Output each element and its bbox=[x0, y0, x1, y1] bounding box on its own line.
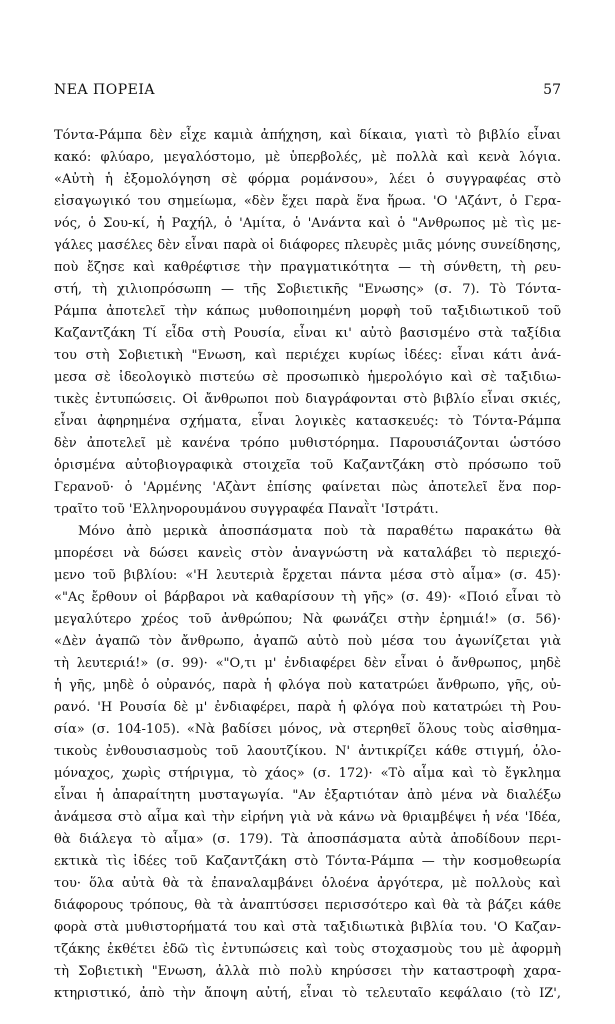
text-line: γάλες μασέλες δὲν εἶναι παρὰ οἱ διάφορες πλευρὲς μιᾶς μόνης συνείδησης, bbox=[54, 238, 561, 253]
text-line: του· ὅλα αὐτὰ θὰ τὰ ἐπαναλαμβάνει ὁλοένα ἀργότερα, μὲ πολλοὺς καὶ bbox=[54, 876, 561, 891]
text-line: Μόνο ἀπὸ μερικὰ ἀποσπάσματα ποὺ τὰ παραθέτω παρακάτω θὰ bbox=[78, 524, 561, 539]
text-line: κτηριστικό, ἀπὸ τὴν ἄποψη αὐτή, εἶναι τὸ τελευταῖο κεφάλαιο (τὸ ΙΖ', bbox=[54, 986, 561, 1001]
text-line: Γερανοῦ· ὁ 'Αρμένης 'Αζὰντ ἐπίσης φαίνεται πὼς ἀποτελεῖ ἕνα πορ- bbox=[54, 480, 561, 495]
text-line: κακό: φλύαρο, μεγαλόστομο, μὲ ὑπερβολές, μὲ πολλὰ καὶ κενὰ λόγια. bbox=[54, 150, 561, 165]
text-line: Ράμπα ἀποτελεῖ τὴν κάπως μυθοποιημένη μορφὴ τοῦ ταξιδιωτικοῦ τοῦ bbox=[54, 304, 561, 319]
text-line: «Αὐτὴ ἡ ἐξομολόγηση σὲ φόρμα ρομάνσου», λέει ὁ συγγραφέας στὸ bbox=[54, 172, 561, 187]
text-line: του στὴ Σοβιετικὴ "Ενωση, καὶ περιέχει κυρίως ἰδέες: εἶναι κάτι ἀνά- bbox=[54, 348, 561, 363]
text-line: θὰ διάλεγα τὸ αἷμα» (σ. 179). Τὰ ἀποσπάσματα αὐτὰ ἀποδίδουν περι- bbox=[54, 832, 561, 847]
text-line: μπορέσει νὰ δώσει κανεὶς στὸν ἀναγνώστη νὰ καταλάβει τὸ περιεχό- bbox=[54, 546, 561, 561]
text-line: τὴ Σοβιετικὴ "Ενωση, ἀλλὰ πιὸ πολὺ κηρύσσει τὴν καταστροφὴ χαρα- bbox=[54, 964, 561, 979]
page-number: 57 bbox=[543, 82, 561, 98]
text-line: φορὰ στὰ μυθιστορήματά του καὶ στὰ ταξιδιωτικὰ βιβλία του. 'Ο Καζαν- bbox=[54, 920, 561, 935]
text-line: τὴ λευτεριά!» (σ. 99)· «"Ο,τι μ' ἐνδιαφέρει δὲν εἶναι ὁ ἄνθρωπος, μηδὲ bbox=[54, 656, 561, 671]
text-line: στή, τὴ χιλιοπρόσωπη — τῆς Σοβιετικῆς "Ενωσης» (σ. 7). Τὸ Τόντα- bbox=[54, 282, 561, 297]
text-line: «"Ας ἔρθουν οἱ βάρβαροι νὰ καθαρίσουν τὴ γῆς» (σ. 49)· «Ποιό εἶναι τὸ bbox=[54, 590, 561, 605]
text-line: τικοὺς ἐνθουσιασμοὺς τοῦ λαουτζίκου. Ν' ἀντικρίζει κάθε στιγμή, ὁλο- bbox=[54, 744, 561, 759]
text-line: Καζαντζάκη Τί εἶδα στὴ Ρουσία, εἶναι κι' αὐτὸ βασισμένο στὰ ταξίδια bbox=[54, 326, 561, 341]
text-line: ὁρισμένα αὐτοβιογραφικὰ στοιχεῖα τοῦ Καζαντζάκη στὸ πρόσωπο τοῦ bbox=[54, 458, 561, 473]
text-line: μενο τοῦ βιβλίου: «'Η λευτεριὰ ἔρχεται πάντα μέσα στὸ αἷμα» (σ. 45)· bbox=[54, 568, 561, 583]
text-line: διάφορους τρόπους, θὰ τὰ ἀναπτύσσει περισσότερο καὶ θὰ τὰ βάζει κάθε bbox=[54, 898, 561, 913]
text-line: μεσα σὲ ἰδεολογικὸ πιστεύω σὲ προσωπικὸ ἡμερολόγιο καὶ σὲ ταξιδιω- bbox=[54, 370, 561, 385]
text-line: εἶναι ἀφηρημένα σχήματα, εἶναι λογικὲς κατασκευές: τὸ Τόντα-Ράμπα bbox=[54, 414, 561, 429]
text-line: μεγαλύτερο χρέος τοῦ ἀνθρώπου; Νὰ φωνάζει στὴν ἐρημιά!» (σ. 56)· bbox=[54, 612, 561, 627]
text-line: νός, ὁ Σου-κί, ἡ Ραχήλ, ὁ 'Αμίτα, ὁ 'Ανάντα καὶ ὁ "Ανθρωπος μὲ τὶς με- bbox=[54, 216, 561, 231]
text-line: εκτικὰ τὶς ἰδέες τοῦ Καζαντζάκη στὸ Τόντα-Ράμπα — τὴν κοσμοθεωρία bbox=[54, 854, 561, 869]
running-head: ΝΕΑ ΠΟΡΕΙΑ bbox=[54, 82, 155, 98]
page-header bbox=[54, 82, 561, 104]
text-line: εἶναι ἡ ἀπαραίτητη μυσταγωγία. "Αν ἐξαρτιόταν ἀπὸ μένα νὰ διαλέξω bbox=[54, 788, 561, 803]
text-line: τικὲς ἐντυπώσεις. Οἱ ἄνθρωποι ποὺ διαγράφονται στὸ βιβλίο εἶναι σκιές, bbox=[54, 392, 561, 407]
text-line: ρανό. 'Η Ρουσία δὲ μ' ἐνδιαφέρει, παρὰ ἡ φλόγα ποὺ κατατρώει τὴ Ρου- bbox=[54, 700, 561, 715]
text-line: εἰσαγωγικό του σημείωμα, «δὲν ἔχει παρὰ ἕνα ἥρωα. 'Ο 'Αζάντ, ὁ Γερα- bbox=[54, 194, 561, 209]
text-line: σία» (σ. 104-105). «Νὰ βαδίσει μόνος, νὰ στερηθεῖ ὅλους τοὺς αἰσθημα- bbox=[54, 722, 561, 737]
text-line: τραῖτο τοῦ 'Ελληνορουμάνου συγγραφέα Παναῒτ 'Ιστράτι. bbox=[54, 502, 439, 517]
body-text bbox=[54, 125, 561, 1005]
text-line: ποὺ ἔζησε καὶ καθρέφτισε τὴν πραγματικότητα — τὴ σύνθετη, τὴ ρευ- bbox=[54, 260, 561, 275]
text-line: ἀνάμεσα στὸ αἷμα καὶ τὴν εἰρήνη γιὰ νὰ κάνω νὰ θριαμβέψει ἡ νέα 'Ιδέα, bbox=[54, 810, 561, 825]
text-line: ἡ γῆς, μηδὲ ὁ οὐρανός, παρὰ ἡ φλόγα ποὺ κατατρώει ἄνθρωπο, γῆς, οὐ- bbox=[54, 678, 561, 693]
text-line: τζάκης ἐκθέτει ἐδῶ τὶς ἐντυπώσεις καὶ τοὺς στοχασμοὺς του μὲ ἀφορμὴ bbox=[54, 942, 561, 957]
text-line: δὲν ἀποτελεῖ μὲ κανένα τρόπο μυθιστόρημα. Παρουσιάζονται ὡστόσο bbox=[54, 436, 561, 451]
text-line: Τόντα-Ράμπα δὲν εἶχε καμιὰ ἀπήχηση, καὶ δίκαια, γιατὶ τὸ βιβλίο εἶναι bbox=[54, 128, 561, 143]
text-line: μόναχος, χωρὶς στήριγμα, τὸ χάος» (σ. 172)· «Τὸ αἷμα καὶ τὸ ἔγκλημα bbox=[54, 766, 561, 781]
text-line: «Δὲν ἀγαπῶ τὸν ἄνθρωπο, ἀγαπῶ αὐτὸ ποὺ μέσα του ἀγωνίζεται γιὰ bbox=[54, 634, 561, 649]
